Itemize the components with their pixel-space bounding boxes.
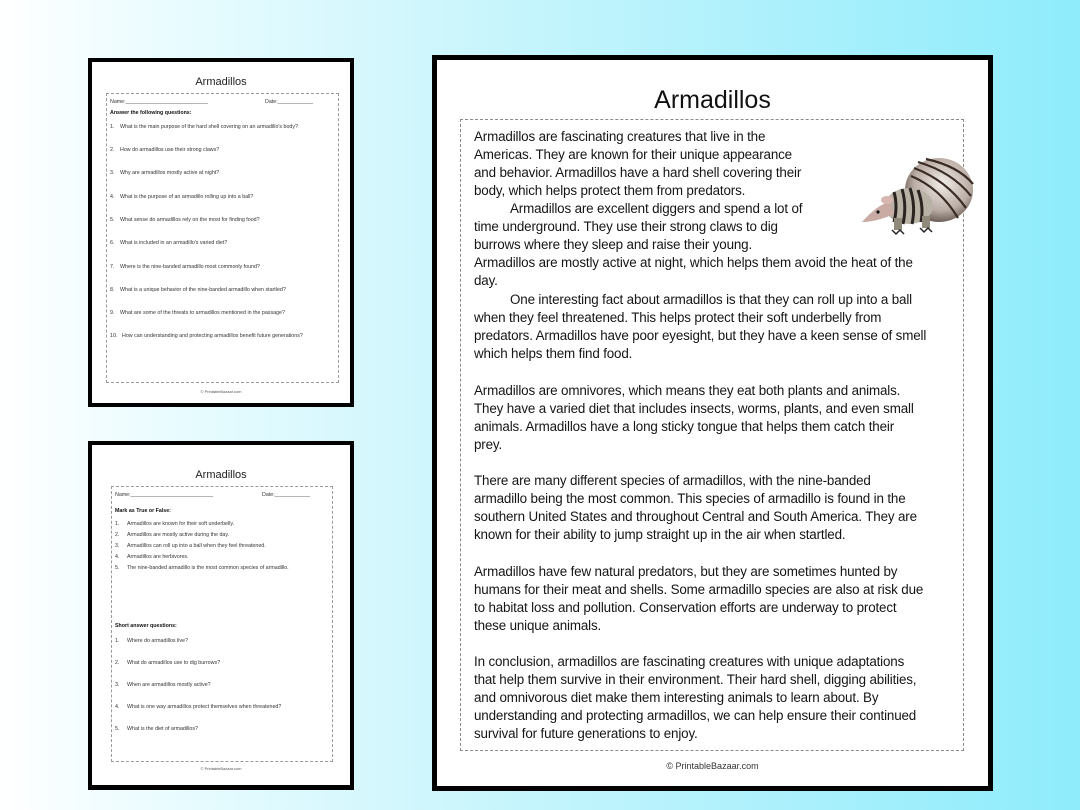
question-item: 5. What sense do armadillos rely on the most for finding food? <box>110 217 260 223</box>
copyright-footer: © PrintableBazaar.com <box>200 389 242 394</box>
short-answer-item: 4. What is one way armadillos protect themselves when threatened? <box>115 704 282 710</box>
worksheet-true-false-page <box>88 441 354 790</box>
passage-title: Armadillos <box>654 86 771 114</box>
question-item: 3. Why are armadillos mostly active at night? <box>110 170 220 176</box>
worksheet-dashed-box <box>106 93 339 383</box>
true-false-item: 3. Armadillos can roll up into a ball when they feel threatened. <box>115 543 266 549</box>
worksheet-title: Armadillos <box>195 469 247 481</box>
question-item: 10. How can understanding and protecting armadillos benefit future generations? <box>110 333 303 339</box>
reading-passage-page <box>432 55 993 791</box>
short-answer-heading: Short answer questions: <box>115 623 177 629</box>
paragraph-7: In conclusion, armadillos are fascinating creatures with unique adaptations that help them survive in their environment. Their hard shell, digging abilities, and omnivorous diet make them interesting animals to learn about. By understanding and protecting armadillos, we can help ensure their continued survival for future generations to enjoy. <box>474 654 917 742</box>
paragraph-6: Armadillos have few natural predators, but they are sometimes hunted by humans for their meat and shells. Some armadillo species are also at risk due to habitat loss and pollution. Conservation efforts are underway to protect these unique animals. <box>474 564 924 634</box>
copyright-footer: © PrintableBazaar.com <box>666 761 759 771</box>
paragraph-3: One interesting fact about armadillos is that they can roll up into a ball when they feel threatened. This helps protect their soft underbelly from predators. Armadillos have poor eyesight, but they have a keen sense of smell which helps them find food. <box>474 292 927 362</box>
short-answer-item: 2. What do armadillos use to dig burrows? <box>115 660 221 666</box>
short-answer-item: 1. Where do armadillos live? <box>115 638 188 644</box>
short-answer-item: 3. When are armadillos mostly active? <box>115 682 211 688</box>
date-field-label: Date:____________ <box>262 492 311 498</box>
true-false-item: 1. Armadillos are known for their soft underbelly. <box>115 521 235 527</box>
worksheet-dashed-box <box>111 486 333 762</box>
paragraph-2: Armadillos are excellent diggers and spend a lot of time underground. They use their strong claws to dig burrows where they sleep and raise their young. Armadillos are mostly active at night, which helps them avoid the heat of the day. <box>474 201 913 289</box>
question-item: 8. What is a unique behavior of the nine-banded armadillo when startled? <box>110 287 286 293</box>
question-item: 6. What is included in an armadillo's varied diet? <box>110 240 228 246</box>
question-item: 7. Where is the nine-banded armadillo most commonly found? <box>110 264 260 270</box>
true-false-item: 5. The nine-banded armadillo is the most common species of armadillo. <box>115 565 289 571</box>
question-item: 2. How do armadillos use their strong claws? <box>110 147 220 153</box>
date-field-label: Date:____________ <box>265 99 314 105</box>
true-false-item: 4. Armadillos are herbivores. <box>115 554 189 560</box>
question-item: 4. What is the purpose of an armadillo rolling up into a ball? <box>110 194 254 200</box>
question-item: 9. What are some of the threats to armadillos mentioned in the passage? <box>110 310 285 316</box>
worksheet-questions-page <box>88 58 354 407</box>
short-answer-item: 5. What is the diet of armadillos? <box>115 726 198 732</box>
paragraph-4: Armadillos are omnivores, which means they eat both plants and animals. They have a varied diet that includes insects, worms, plants, and even small animals. Armadillos have a long sticky tongue that helps them catch their prey. <box>474 383 914 453</box>
question-item: 1. What is the main purpose of the hard shell covering on an armadillo's body? <box>110 124 298 130</box>
true-false-heading: Mark as True or False: <box>115 508 171 514</box>
paragraph-1: Armadillos are fascinating creatures that live in the Americas. They are known for their unique appearance and behavior. Armadillos have a hard shell covering their body, which helps protect them from predators. <box>474 129 802 199</box>
name-field-label: Name:____________________________ <box>115 492 214 498</box>
paragraph-5: There are many different species of armadillos, with the nine-banded armadillo being the most common. This species of armadillo is found in the southern United States and throughout Central and South America. They are known for their ability to jump straight up in the air when startled. <box>474 473 917 543</box>
worksheet-title: Armadillos <box>195 76 247 88</box>
name-field-label: Name:____________________________ <box>110 99 209 105</box>
passage-dashed-box <box>460 119 964 751</box>
copyright-footer: © PrintableBazaar.com <box>200 766 242 771</box>
instructions-heading: Answer the following questions: <box>110 110 192 116</box>
true-false-item: 2. Armadillos are mostly active during the day. <box>115 532 230 538</box>
